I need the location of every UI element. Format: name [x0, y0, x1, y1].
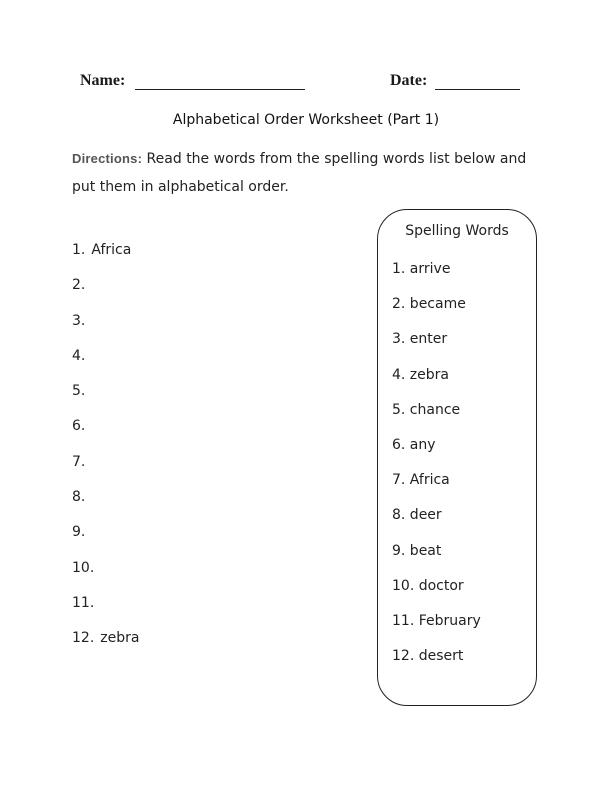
answer-item[interactable] [72, 346, 332, 381]
answer-item[interactable] [72, 593, 332, 628]
spelling-word: 4. zebra [392, 366, 449, 383]
answer-item[interactable] [72, 522, 332, 557]
answer-number: 12. [72, 630, 95, 647]
answer-item[interactable] [72, 628, 332, 663]
spelling-words-box [377, 209, 537, 706]
answer-item[interactable] [72, 240, 332, 275]
spelling-word: 1. arrive [392, 261, 451, 277]
spelling-word-list [392, 259, 481, 681]
answer-number: 2. [72, 277, 86, 294]
spelling-word: 11. February [392, 612, 481, 629]
name-blank-line[interactable] [135, 89, 305, 90]
answer-number: 6. [72, 418, 86, 435]
spelling-word: 7. Africa [392, 472, 450, 489]
answer-number: 11. [72, 594, 95, 611]
answer-number: 9. [72, 524, 86, 541]
answer-number: 4. [72, 347, 86, 364]
answer-item[interactable] [72, 275, 332, 310]
answer-text[interactable]: Africa [91, 242, 132, 258]
date-label: Date: [390, 72, 428, 89]
answer-number: 7. [72, 453, 86, 470]
name-label: Name: [80, 72, 126, 89]
answer-number: 3. [72, 312, 86, 329]
spelling-words-title: Spelling Words [405, 223, 509, 239]
answer-item[interactable] [72, 416, 332, 451]
spelling-word: 10. doctor [392, 577, 464, 594]
spelling-word: 8. deer [392, 507, 442, 524]
spelling-word: 5. chance [392, 401, 461, 418]
directions-text: Read the words from the spelling words list below and put them in alphabetical order. [72, 151, 527, 195]
worksheet-title: Alphabetical Order Worksheet (Part 1) [172, 112, 440, 128]
spelling-word: 3. enter [392, 331, 448, 348]
spelling-word: 6. any [392, 436, 436, 453]
answer-item[interactable] [72, 558, 332, 593]
answer-number: 10. [72, 559, 95, 576]
worksheet-header [0, 66, 612, 96]
answer-number: 8. [72, 489, 86, 506]
spelling-word: 12. desert [392, 648, 464, 665]
date-blank-line[interactable] [435, 89, 520, 90]
answer-item[interactable] [72, 381, 332, 416]
answer-text[interactable]: zebra [100, 630, 140, 647]
answer-item[interactable] [72, 452, 332, 487]
answer-number: 1. [72, 242, 86, 258]
directions-label: Directions: [72, 151, 143, 166]
answer-number: 5. [72, 383, 86, 400]
spelling-word: 2. became [392, 296, 466, 313]
answer-item[interactable] [72, 487, 332, 522]
directions [72, 145, 542, 201]
answer-item[interactable] [72, 311, 332, 346]
spelling-word: 9. beat [392, 542, 442, 559]
answer-list [72, 240, 332, 664]
